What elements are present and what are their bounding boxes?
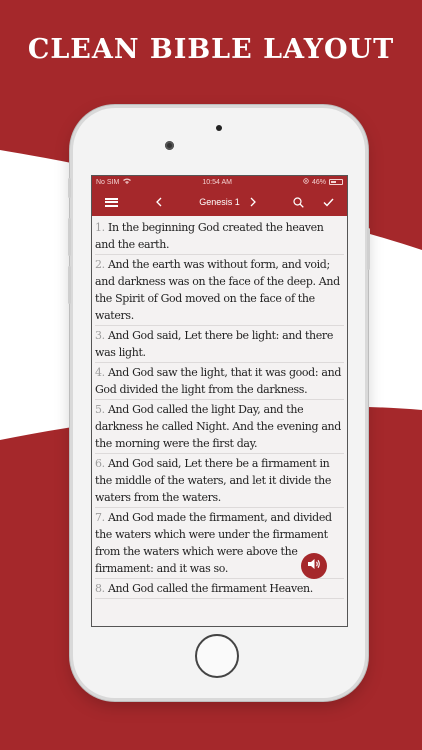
earpiece-sensor — [216, 125, 222, 131]
verse-text: And God called the light Day, and the darkness he called Night. And the evening and the morning were the first day. — [95, 403, 341, 450]
verse-text: And the earth was without form, and void; and darkness was on the face of the deep. And the Spirit of God moved on the face of the waters. — [95, 258, 340, 322]
verse-number: 1. — [95, 221, 105, 234]
volume-down-button — [68, 266, 71, 304]
verse-text: And God said, Let there be light: and there was light. — [95, 329, 333, 359]
verse-4[interactable] — [95, 363, 344, 400]
verse-list — [92, 216, 347, 599]
verse-text: And God made the firmament, and divided the waters which were under the firmament from the waters which were above the firmament: and it was so. — [95, 511, 332, 575]
verse-2[interactable] — [95, 255, 344, 326]
verse-number: 3. — [95, 329, 105, 342]
battery-percent: 46% — [311, 178, 326, 186]
chapter-title[interactable]: Genesis 1 — [199, 197, 240, 207]
verse-text: In the beginning God created the heaven and the earth. — [95, 221, 324, 251]
home-button[interactable] — [195, 634, 239, 678]
verse-text: And God said, Let there be a firmament in the middle of the waters, and let it divide the waters from the waters. — [95, 457, 332, 504]
chevron-right-icon[interactable] — [241, 188, 265, 216]
verse-6[interactable] — [95, 454, 344, 508]
search-icon[interactable] — [286, 188, 310, 216]
wifi-icon — [123, 178, 131, 186]
verse-1[interactable] — [95, 218, 344, 255]
verse-text: And God called the firmament Heaven. — [107, 582, 313, 595]
verse-3[interactable] — [95, 326, 344, 363]
verse-8[interactable] — [95, 579, 344, 599]
audio-play-button[interactable] — [301, 553, 327, 579]
verse-number: 8. — [95, 582, 105, 595]
verse-5[interactable] — [95, 400, 344, 454]
speaker-icon — [307, 557, 321, 575]
verse-number: 2. — [95, 258, 105, 271]
verse-text: And God saw the light, that it was good: and God divided the light from the darkness. — [95, 366, 342, 396]
app-screen — [91, 175, 348, 627]
verse-number: 6. — [95, 457, 105, 470]
chevron-left-icon[interactable] — [146, 188, 170, 216]
power-button — [367, 228, 370, 270]
volume-up-button — [68, 218, 71, 256]
carrier-label: No SIM — [96, 178, 120, 186]
headline: CLEAN BIBLE LAYOUT — [27, 34, 395, 65]
verse-number: 5. — [95, 403, 105, 416]
verse-number: 7. — [95, 511, 105, 524]
verse-number: 4. — [95, 366, 105, 379]
silent-switch — [68, 178, 71, 198]
front-camera — [165, 141, 174, 150]
battery-icon — [329, 179, 343, 185]
status-bar — [92, 176, 347, 188]
location-icon — [303, 178, 309, 186]
phone-frame — [73, 108, 365, 698]
nav-bar — [92, 188, 347, 216]
status-time: 10:54 AM — [202, 178, 232, 186]
checkmark-icon[interactable] — [316, 188, 340, 216]
